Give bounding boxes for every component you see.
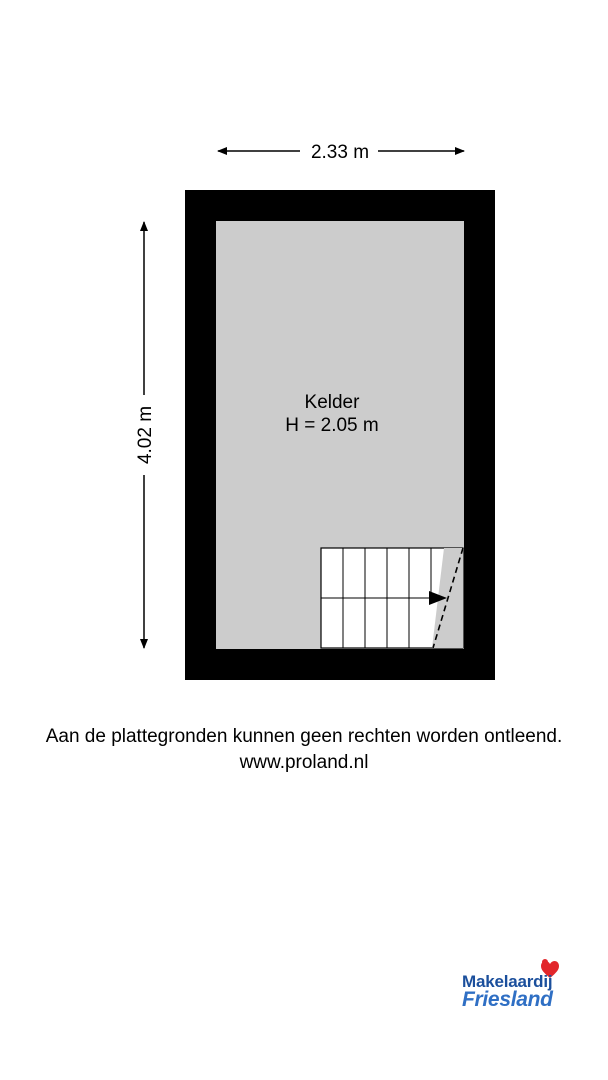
company-logo (462, 958, 582, 1018)
height-dimension (135, 222, 156, 648)
room-name: Kelder (304, 392, 360, 413)
disclaimer (0, 724, 608, 776)
logo-text-makelaardij: Makelaardij (462, 972, 553, 991)
width-dimension-label: 2.33 m (310, 142, 370, 163)
staircase (321, 548, 463, 648)
width-dimension (218, 142, 464, 163)
height-dimension-label: 4.02 m (135, 405, 156, 465)
disclaimer-text: Aan de plattegronden kunnen geen rechten worden ontleend. (45, 726, 563, 747)
website-url: www.proland.nl (239, 752, 369, 773)
logo-text-friesland: Friesland (462, 988, 553, 1011)
room-height: H = 2.05 m (285, 415, 379, 436)
